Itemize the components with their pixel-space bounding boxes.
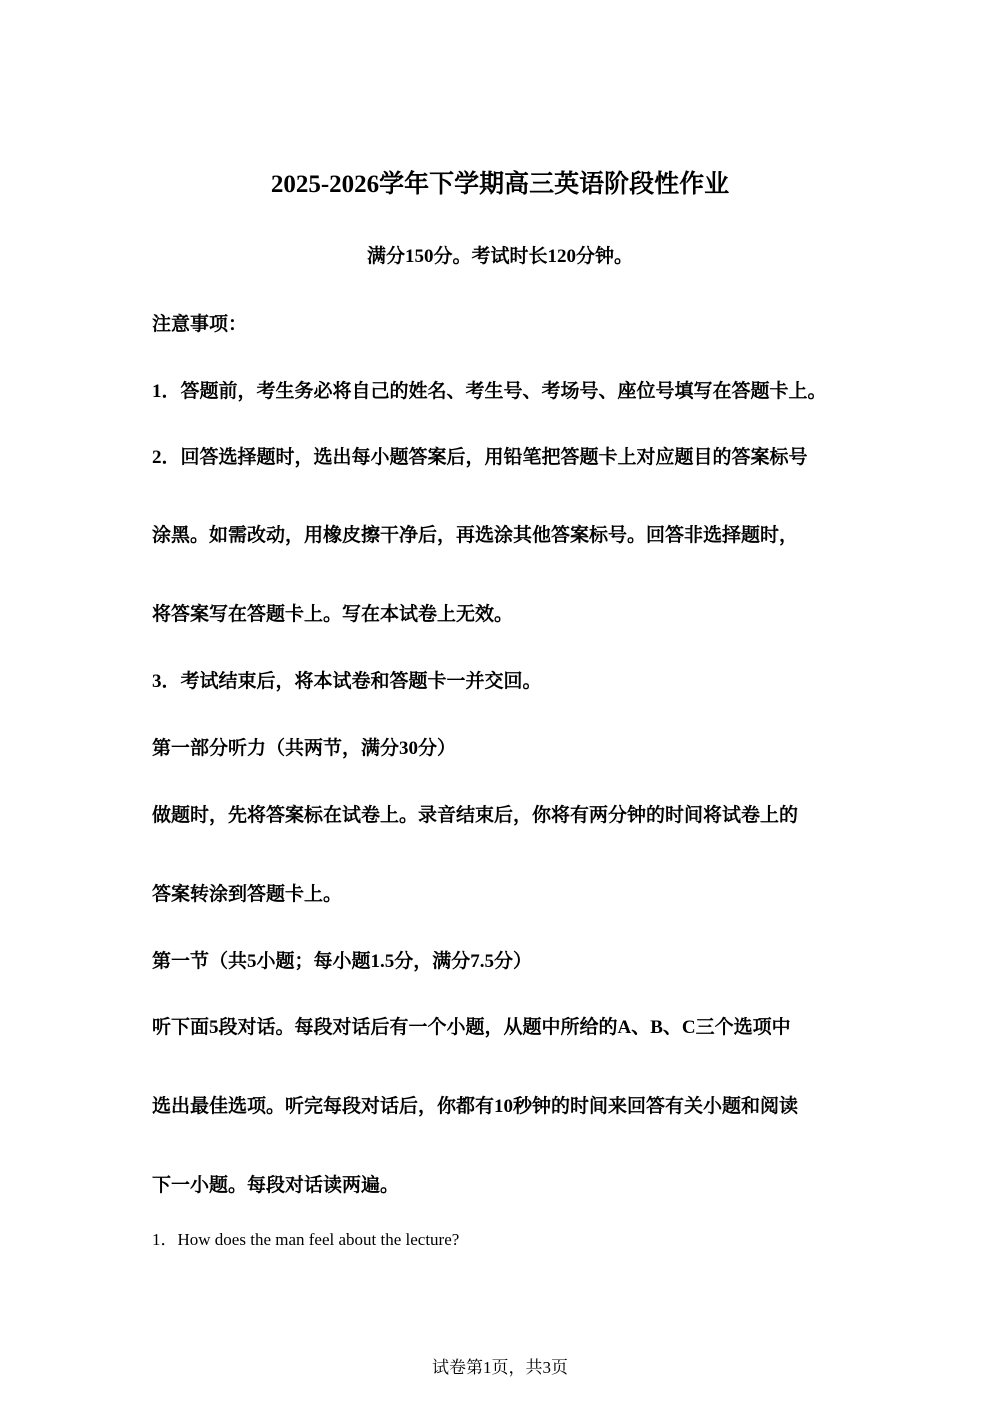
section1-heading: 第一节（共5小题；每小题1.5分，满分7.5分） <box>152 951 533 972</box>
section1-instruction-line: 下一小题。每段对话读两遍。 <box>152 1175 400 1196</box>
part1-instruction-line: 答案转涂到答题卡上。 <box>152 884 343 905</box>
note-line: 将答案写在答题卡上。写在本试卷上无效。 <box>152 604 514 625</box>
note-line: 涂黑。如需改动，用橡皮擦干净后，再选涂其他答案标号。回答非选择题时， <box>152 525 799 546</box>
section1-instruction-line: 选出最佳选项。听完每段对话后，你都有10秒钟的时间来回答有关小题和阅读 <box>152 1096 799 1117</box>
part1-instruction-line: 做题时，先将答案标在试卷上。录音结束后，你将有两分钟的时间将试卷上的 <box>152 805 799 826</box>
note-line: 3．考试结束后，将本试卷和答题卡一并交回。 <box>152 671 542 692</box>
page-footer: 试卷第1页，共3页 <box>432 1358 568 1377</box>
part1-heading: 第一部分听力（共两节，满分30分） <box>152 738 457 759</box>
section1-instruction-line: 听下面5段对话。每段对话后有一个小题，从题中所给的A、B、C三个选项中 <box>152 1017 791 1038</box>
question-1: 1．How does the man feel about the lecture? <box>152 1230 460 1249</box>
note-line: 2．回答选择题时，选出每小题答案后，用铅笔把答题卡上对应题目的答案标号 <box>152 447 808 468</box>
exam-subtitle: 满分150分。考试时长120分钟。 <box>366 246 633 267</box>
notes-heading: 注意事项： <box>152 314 248 335</box>
note-line: 1．答题前，考生务必将自己的姓名、考生号、考场号、座位号填写在答题卡上。 <box>152 381 827 402</box>
exam-title: 2025-2026学年下学期高三英语阶段性作业 <box>270 171 730 198</box>
